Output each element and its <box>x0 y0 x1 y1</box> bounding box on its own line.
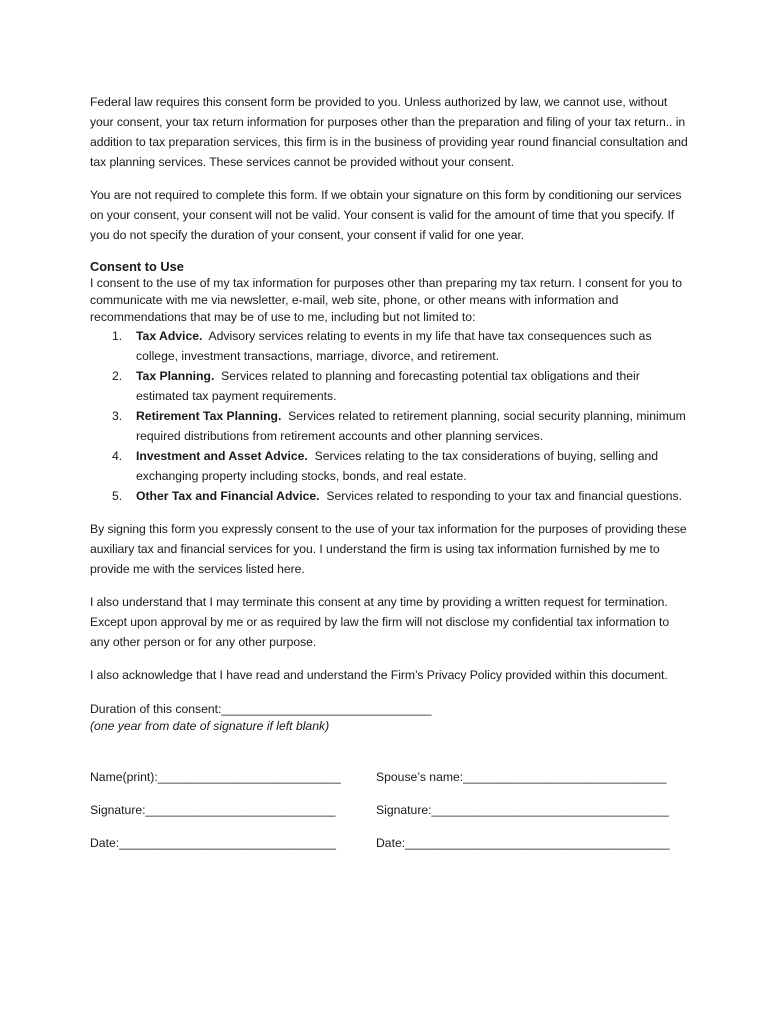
item-number: 1. <box>112 329 123 343</box>
item-number: 2. <box>112 369 123 383</box>
spouse-signature-field[interactable]: Signature:___________________________________ <box>376 803 669 817</box>
item-title: Investment and Asset Advice. <box>136 449 308 463</box>
consent-form <box>90 92 690 868</box>
item-number: 3. <box>112 409 123 423</box>
list-item <box>90 446 690 486</box>
name-print-field[interactable]: Name(print):___________________________ <box>90 770 341 784</box>
signature-block <box>90 769 690 868</box>
item-title: Retirement Tax Planning. <box>136 409 282 423</box>
intro-paragraph-1: Federal law requires this consent form be provided to you. Unless authorized by law, we cannot use, without your consent, your tax return information for purposes other than the preparation and filing of your tax return.. in addition to tax preparation services, this firm is in the business of providing year round financial consultation and tax planning services. These services cannot be provided without your consent. <box>90 95 688 169</box>
spouse-name-field[interactable]: Spouse’s name:______________________________ <box>376 770 667 784</box>
signature-row <box>90 802 690 835</box>
closing-paragraph-1: By signing this form you expressly consent to the use of your tax information for the purposes of providing these auxiliary tax and financial services for you. I understand the firm is using tax information furnished by me to provide me with the services listed here. <box>90 522 687 576</box>
item-title: Tax Planning. <box>136 369 215 383</box>
signature-field[interactable]: Signature:____________________________ <box>90 803 336 817</box>
closing-paragraph-2: I also understand that I may terminate this consent at any time by providing a written request for termination. Except upon approval by me or as required by law the firm will not disclose my confidential tax information to any other person or for any other purpose. <box>90 595 670 649</box>
item-description: Services related to responding to your tax and financial questions. <box>326 489 683 503</box>
consent-heading: Consent to Use <box>90 259 184 274</box>
item-description: Services related to planning and forecasting potential tax obligations and their estimated tax payment requirements. <box>136 369 640 403</box>
closing-paragraph-3: I also acknowledge that I have read and understand the Firm’s Privacy Policy provided within this document. <box>90 668 668 682</box>
duration-field[interactable]: Duration of this consent:_______________________________ <box>90 702 432 716</box>
list-item <box>90 406 690 446</box>
spouse-date-field[interactable]: Date:_______________________________________ <box>376 836 670 850</box>
item-title: Other Tax and Financial Advice. <box>136 489 320 503</box>
item-description: Services relating to the tax considerations of buying, selling and exchanging property including stocks, bonds, and real estate. <box>136 449 659 483</box>
item-number: 5. <box>112 489 123 503</box>
list-item <box>90 486 690 506</box>
intro-paragraph-2: You are not required to complete this form. If we obtain your signature on this form by conditioning our services on your consent, your consent will not be valid. Your consent is valid for the amount of time that you specify. If you do not specify the duration of your consent, your consent if valid for one year. <box>90 188 682 242</box>
item-description: Advisory services relating to events in my life that have tax consequences such as college, investment transactions, marriage, divorce, and retirement. <box>136 329 652 363</box>
item-description: Services related to retirement planning, social security planning, minimum required distributions from retirement accounts and other planning services. <box>136 409 686 443</box>
services-list <box>90 326 690 506</box>
date-row <box>90 835 690 868</box>
consent-paragraph: I consent to the use of my tax information for purposes other than preparing my tax return. I consent for you to communicate with me via newsletter, e-mail, web site, phone, or other means with information and recommendations that may be of use to me, including but not limited to: <box>90 276 683 324</box>
item-title: Tax Advice. <box>136 329 203 343</box>
list-item <box>90 326 690 366</box>
name-row <box>90 769 690 802</box>
duration-note: (one year from date of signature if left blank) <box>90 719 330 733</box>
list-item <box>90 366 690 406</box>
item-number: 4. <box>112 449 123 463</box>
date-field[interactable]: Date:________________________________ <box>90 836 337 850</box>
